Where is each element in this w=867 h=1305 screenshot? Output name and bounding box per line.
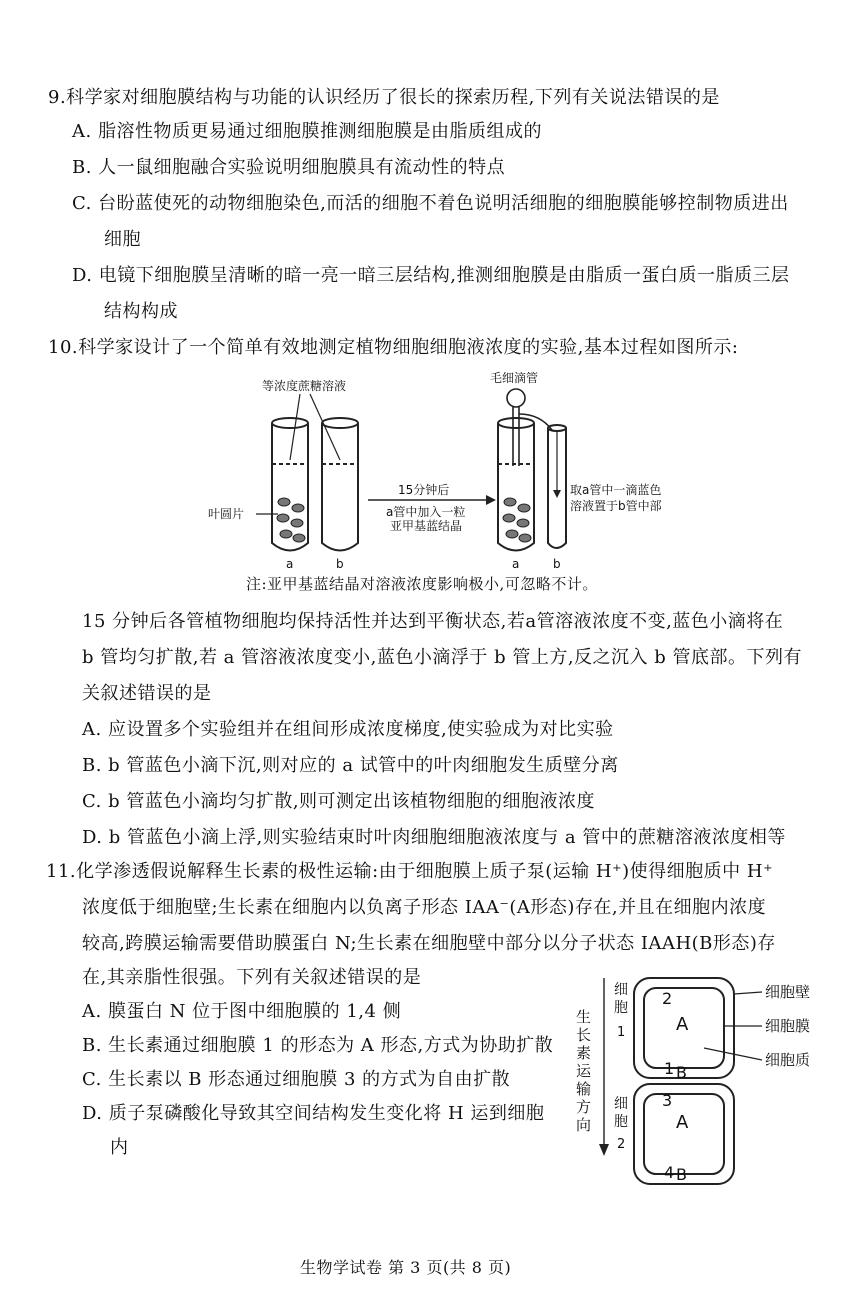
q9-stem: 9.科学家对细胞膜结构与功能的认识经历了很长的探索历程,下列有关说法错误的是	[48, 87, 720, 108]
cell2-char-2: 胞	[614, 1114, 628, 1130]
q9-option-c: C. 台盼蓝使死的动物细胞染色,而活的细胞不着色说明活细胞的细胞膜能够控制物质进出	[72, 193, 789, 214]
q11-option-d-cont: 内	[110, 1137, 129, 1158]
q11-stem-4: 在,其亲脂性很强。下列有关叙述错误的是	[82, 967, 422, 988]
q10-option-a: A. 应设置多个实验组并在组间形成浓度梯度,使实验成为对比实验	[82, 719, 614, 740]
q10-option-c: C. b 管蓝色小滴均匀扩散,则可测定出该植物细胞的细胞液浓度	[82, 791, 596, 812]
capillary-label: 毛细滴管	[490, 371, 539, 385]
leaf-discs-right	[503, 498, 531, 542]
arrow-label-bot: 亚甲基蓝结晶	[390, 519, 463, 533]
q10-para-1: 15 分钟后各管植物细胞均保持活性并达到平衡状态,若a管溶液浓度不变,蓝色小滴将在	[82, 611, 784, 632]
q9-option-a: A. 脂溶性物质更易通过细胞膜推测细胞膜是由脂质组成的	[72, 121, 542, 142]
direction-char-6: 方	[576, 1098, 592, 1116]
direction-char-4: 运	[576, 1062, 592, 1080]
cell1-char-2: 胞	[614, 1000, 628, 1016]
leaf-label: 叶圆片	[208, 507, 245, 521]
q11-stem-1: 11.化学渗透假说解释生长素的极性运输:由于细胞膜上质子泵(运输 H⁺)使得细胞质中 H⁺	[46, 861, 774, 882]
sucrose-label: 等浓度蔗糖溶液	[262, 379, 347, 393]
q10-para-3: 关叙述错误的是	[82, 683, 212, 704]
arrow-label-top: 15分钟后	[398, 483, 450, 497]
q11-option-c: C. 生长素以 B 形态通过细胞膜 3 的方式为自由扩散	[82, 1069, 511, 1090]
label-1: 1	[664, 1059, 675, 1078]
label-A2: A	[676, 1112, 689, 1133]
membrane-label: 细胞膜	[765, 1017, 811, 1035]
drop-label-2: 溶液置于b管中部	[570, 499, 662, 513]
direction-char-5: 输	[576, 1080, 592, 1098]
direction-char-2: 长	[576, 1026, 592, 1044]
tube-b-label: b	[336, 557, 344, 571]
label-2: 2	[662, 989, 673, 1008]
direction-char-3: 素	[576, 1044, 592, 1062]
label-B2: B	[676, 1165, 687, 1184]
cell2-char-1: 细	[614, 1096, 628, 1112]
q9-option-b: B. 人一鼠细胞融合实验说明细胞膜具有流动性的特点	[72, 157, 506, 178]
q11-stem-2: 浓度低于细胞壁;生长素在细胞内以负离子形态 IAA⁻(A形态)存在,并且在细胞内浓度	[82, 897, 767, 918]
cell1-char-1: 细	[614, 982, 628, 998]
q9-option-d: D. 电镜下细胞膜呈清晰的暗一亮一暗三层结构,推测细胞膜是由脂质一蛋白质一脂质三层	[72, 265, 790, 286]
tube-b2-label: b	[553, 557, 561, 571]
label-3: 3	[662, 1091, 673, 1110]
label-A1: A	[676, 1014, 689, 1035]
q10-option-d: D. b 管蓝色小滴上浮,则实验结束时叶肉细胞细胞液浓度与 a 管中的蔗糖溶液浓度相等	[82, 827, 786, 848]
q9-option-d-cont: 结构构成	[104, 301, 178, 322]
q11-figure	[572, 968, 862, 1198]
q10-option-b: B. b 管蓝色小滴下沉,则对应的 a 试管中的叶肉细胞发生质壁分离	[82, 755, 619, 776]
q10-note: 注:亚甲基蓝结晶对溶液浓度影响极小,可忽略不计。	[246, 575, 598, 593]
direction-char-1: 生	[576, 1008, 592, 1026]
cell2-membrane	[644, 1094, 724, 1174]
tube-b-left	[322, 418, 358, 551]
tube-a2-label: a	[512, 557, 520, 571]
q10-stem: 10.科学家设计了一个简单有效地测定植物细胞细胞液浓度的实验,基本过程如图所示:	[48, 337, 739, 358]
label-4: 4	[664, 1163, 675, 1182]
cell2-number: 2	[617, 1137, 626, 1152]
q11-option-d: D. 质子泵磷酸化导致其空间结构发生变化将 H 运到细胞	[82, 1103, 545, 1124]
label-B1: B	[676, 1063, 687, 1082]
direction-char-7: 向	[576, 1116, 592, 1134]
q11-stem-3: 较高,跨膜运输需要借助膜蛋白 N;生长素在细胞壁中部分以分子状态 IAAH(B形态)存	[82, 933, 776, 954]
cytoplasm-label: 细胞质	[765, 1051, 811, 1069]
capillary-dropper	[507, 389, 552, 466]
drop-label-1: 取a管中一滴蓝色	[570, 483, 662, 497]
q11-option-a: A. 膜蛋白 N 位于图中细胞膜的 1,4 侧	[82, 1001, 402, 1022]
wall-label: 细胞壁	[765, 983, 811, 1001]
tube-a-label: a	[286, 557, 294, 571]
page-footer: 生物学试卷 第 3 页(共 8 页)	[300, 1258, 512, 1277]
leaf-discs	[277, 498, 305, 542]
q10-para-2: b 管均匀扩散,若 a 管溶液浓度变小,蓝色小滴浮于 b 管上方,反之沉入 b 管底部。下列有	[82, 647, 803, 668]
q9-option-c-cont: 细胞	[104, 229, 141, 250]
q11-option-b: B. 生长素通过细胞膜 1 的形态为 A 形态,方式为协助扩散	[82, 1035, 554, 1056]
arrow-label-mid: a管中加入一粒	[386, 505, 466, 519]
cell1-number: 1	[617, 1025, 626, 1040]
